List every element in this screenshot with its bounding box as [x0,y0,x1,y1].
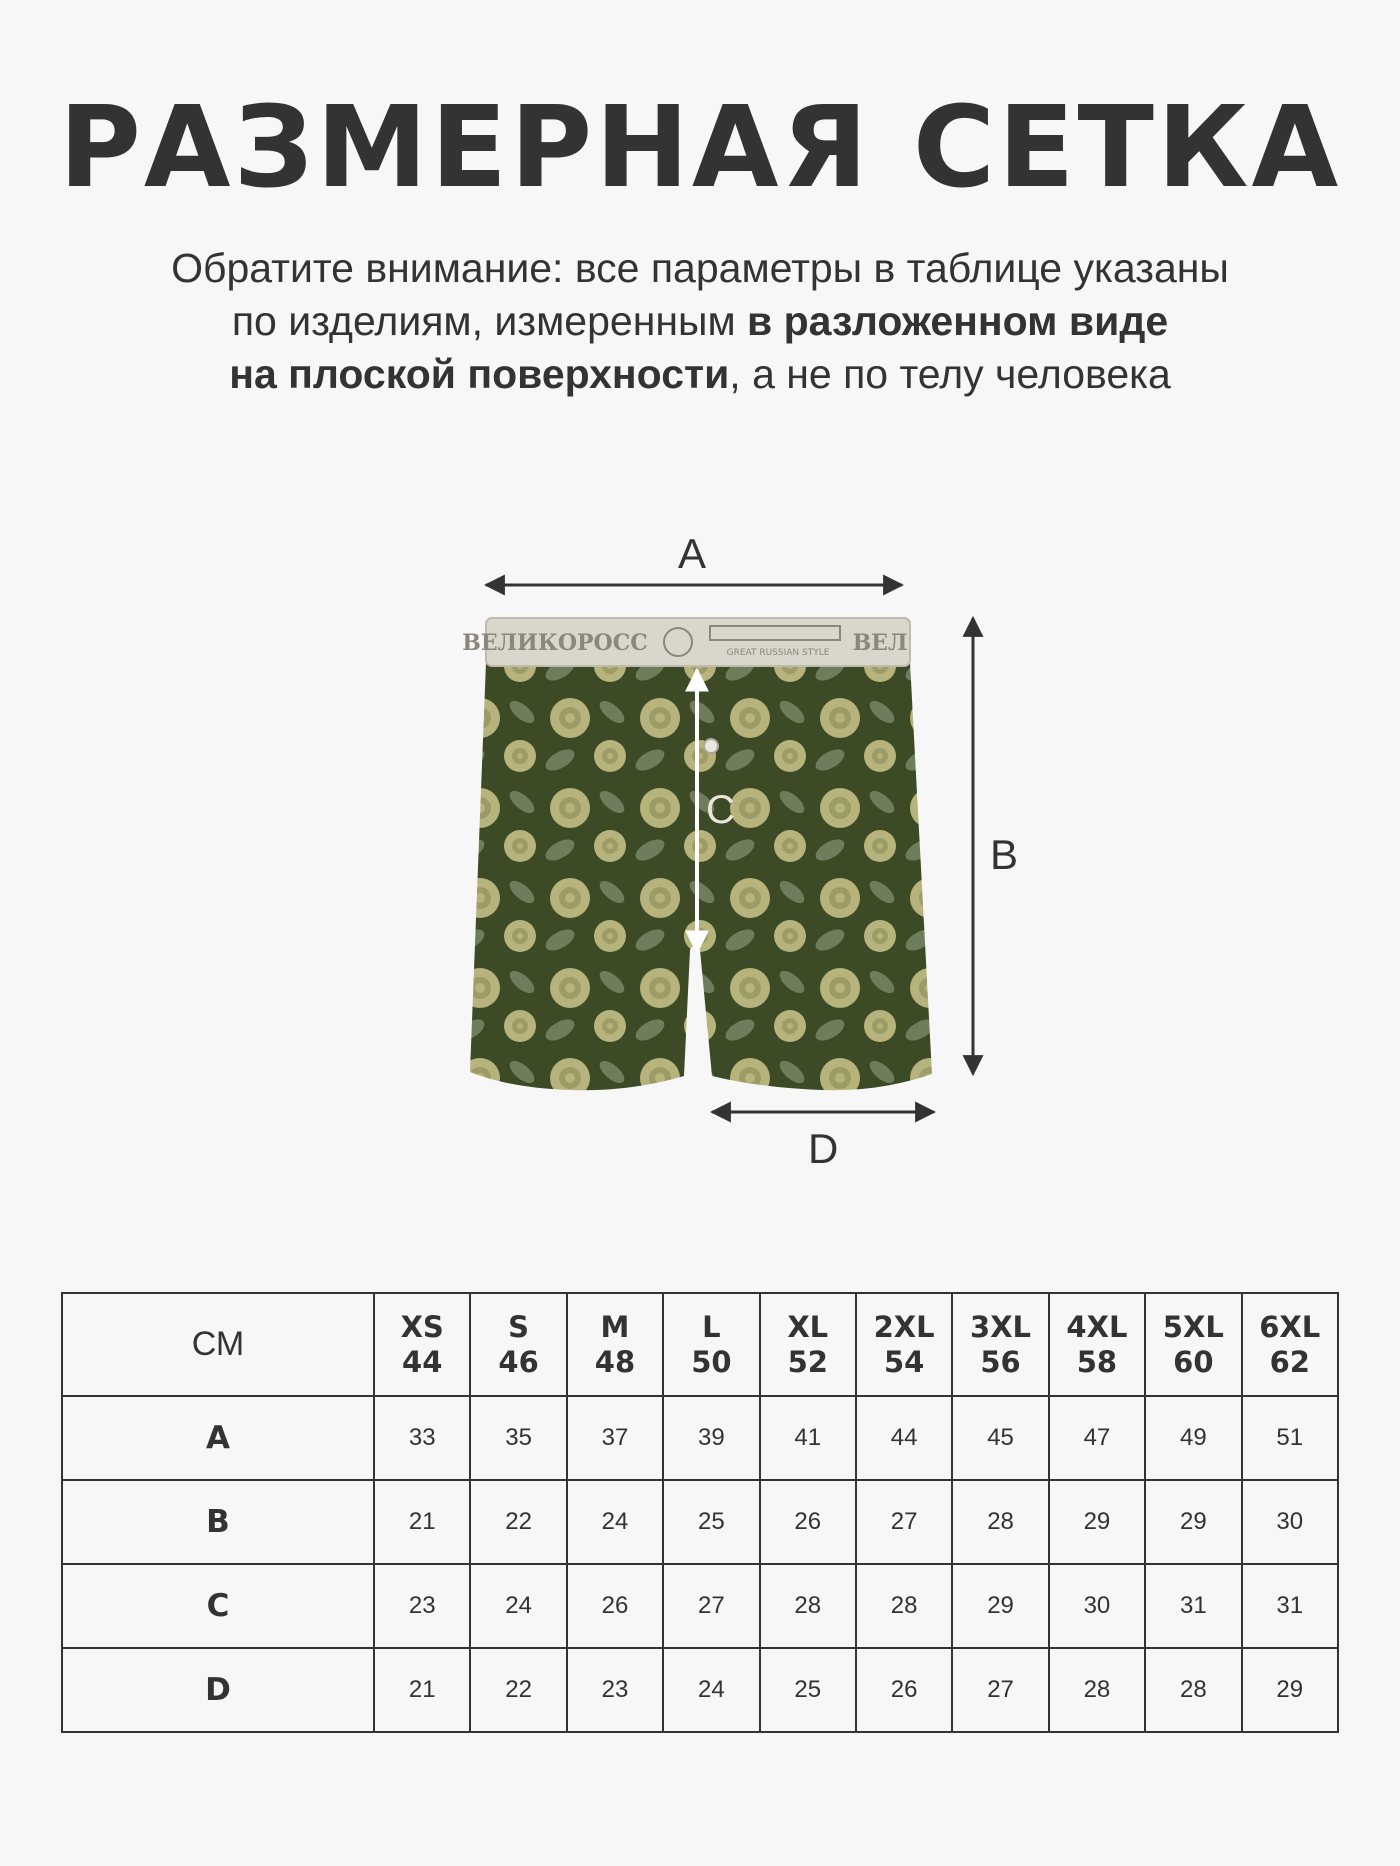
table-cell: 35 [470,1396,566,1480]
size-letter: 5XL [1162,1309,1224,1344]
table-cell: 24 [567,1480,663,1564]
table-cell: 47 [1049,1396,1145,1480]
table-row-a [62,1396,1338,1480]
size-number: 44 [402,1344,443,1379]
table-cell: 27 [856,1480,952,1564]
size-number: 50 [691,1344,732,1379]
size-letter: L [702,1309,721,1344]
table-cell: 49 [1145,1396,1241,1480]
size-header-m [567,1293,663,1396]
size-letter: S [508,1309,530,1344]
size-table [61,1292,1339,1733]
label-d: D [808,1125,839,1172]
table-cell: 28 [952,1480,1048,1564]
table-cell: 29 [1242,1648,1338,1732]
table-cell: 23 [374,1564,470,1648]
table-cell: 30 [1049,1564,1145,1648]
size-number: 60 [1173,1344,1214,1379]
table-cell: 37 [567,1396,663,1480]
table-cell: 33 [374,1396,470,1480]
table-cell: 31 [1242,1564,1338,1648]
size-header-row [62,1293,1338,1396]
table-cell: 27 [952,1648,1048,1732]
page-title: РАЗМЕРНАЯ СЕТКА [58,83,1342,213]
fly-button [704,739,718,753]
size-header-6xl [1242,1293,1338,1396]
size-number: 56 [980,1344,1021,1379]
table-cell: 25 [663,1480,759,1564]
table-cell: 21 [374,1648,470,1732]
waistband-subtitle: GREAT RUSSIAN STYLE [726,648,830,658]
table-cell: 23 [567,1648,663,1732]
size-letter: XL [787,1309,829,1344]
note-line-3 [0,348,1400,401]
table-cell: 28 [856,1564,952,1648]
size-number: 62 [1269,1344,1310,1379]
table-cell: 41 [760,1396,856,1480]
table-cell: 28 [760,1564,856,1648]
size-header-3xl [952,1293,1048,1396]
size-letter: 3XL [970,1309,1032,1344]
size-number: 46 [498,1344,539,1379]
table-cell: 22 [470,1480,566,1564]
label-b: B [990,831,1019,878]
table-cell: 29 [1145,1480,1241,1564]
table-cell: 27 [663,1564,759,1648]
size-number: 52 [787,1344,828,1379]
label-c: C [706,788,735,832]
size-number: 54 [883,1344,925,1379]
table-cell: 26 [760,1480,856,1564]
note-line-3-emphasis: на плоской поверхности [229,351,730,397]
note-line-2-text: по изделиям, измеренным [231,298,748,344]
label-a: A [678,530,707,577]
note-line-2-emphasis: в разложенном виде [747,298,1169,344]
size-header-5xl [1145,1293,1241,1396]
unit-header: СМ [62,1293,374,1396]
size-letter: XS [400,1309,444,1344]
table-cell: 24 [470,1564,566,1648]
table-row-c [62,1564,1338,1648]
note-line-1: Обратите внимание: все параметры в таблице указаны [171,245,1229,291]
table-cell: 28 [1049,1648,1145,1732]
size-letter: 4XL [1066,1309,1128,1344]
size-letter: 2XL [873,1309,935,1344]
table-cell: 44 [856,1396,952,1480]
param-label: C [62,1564,374,1648]
size-letter: M [600,1309,630,1344]
shorts-fabric [470,662,932,1090]
note-line-2 [0,295,1400,348]
size-header-s [470,1293,566,1396]
table-cell: 51 [1242,1396,1338,1480]
svg-text:ВЕЛ: ВЕЛ [852,630,908,656]
size-header-4xl [1049,1293,1145,1396]
waistband-brand: ВЕЛИКОРОСС [462,630,648,656]
table-cell: 28 [1145,1648,1241,1732]
boxer-shorts-illustration [0,510,1400,1190]
table-cell: 30 [1242,1480,1338,1564]
table-cell: 26 [856,1648,952,1732]
table-cell: 24 [663,1648,759,1732]
size-number: 58 [1076,1344,1118,1379]
param-label: D [62,1648,374,1732]
table-cell: 29 [1049,1480,1145,1564]
size-letter: 6XL [1259,1309,1321,1344]
size-header-2xl [856,1293,952,1396]
size-header-xs [374,1293,470,1396]
table-row-d [62,1648,1338,1732]
size-number: 48 [594,1344,636,1379]
table-cell: 45 [952,1396,1048,1480]
size-header-l [663,1293,759,1396]
table-cell: 26 [567,1564,663,1648]
table-cell: 22 [470,1648,566,1732]
table-cell: 39 [663,1396,759,1480]
table-cell: 31 [1145,1564,1241,1648]
table-cell: 29 [952,1564,1048,1648]
param-label: B [62,1480,374,1564]
table-row-b [62,1480,1338,1564]
size-header-xl [760,1293,856,1396]
note-line-3-text: , а не по телу человека [729,351,1171,397]
table-cell: 25 [760,1648,856,1732]
param-label: A [62,1396,374,1480]
table-cell: 21 [374,1480,470,1564]
measurement-note [0,242,1400,401]
measurement-diagram [0,510,1400,1190]
